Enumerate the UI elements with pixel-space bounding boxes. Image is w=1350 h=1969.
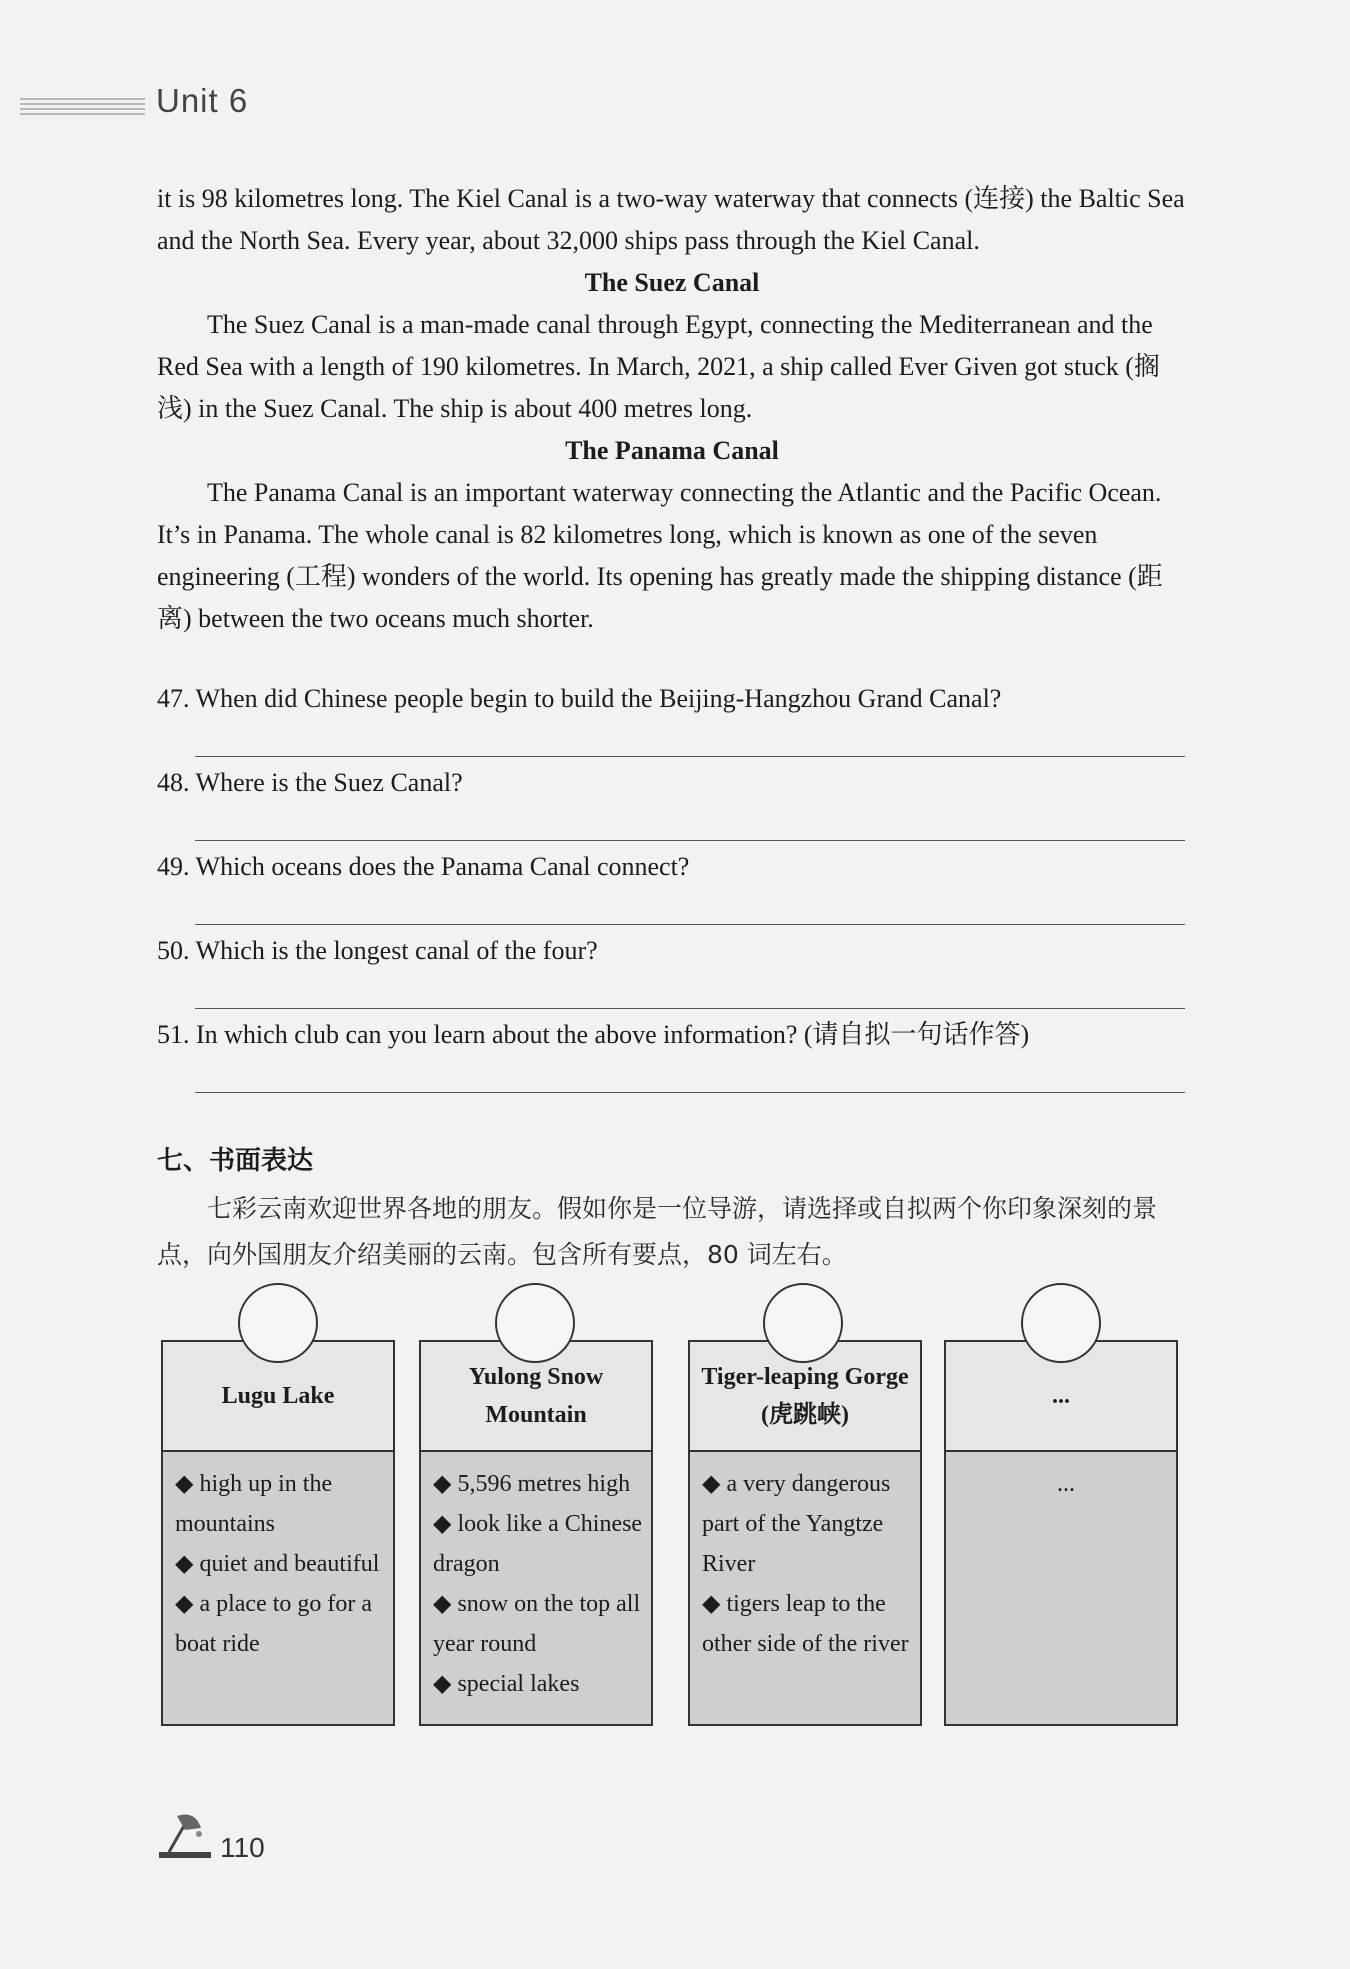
attraction-card-yulong: [419, 1340, 653, 1726]
reading-passage: [157, 178, 1187, 640]
card-point: ◆ snow on the top all year round: [433, 1591, 641, 1657]
card-title: Lugu Lake: [163, 1342, 393, 1452]
card-points: [433, 1464, 649, 1704]
attraction-card-tiger-leaping: [688, 1340, 922, 1726]
card-title: ...: [946, 1342, 1176, 1452]
card-points: [175, 1464, 391, 1664]
passage-paragraph-panama: The Panama Canal is an important waterway connecting the Atlantic and the Pacific Ocean. It’s in Panama. The whole canal is 82 kilometres long, which is known as one of the seven engineering (工程) wonders of the world. Its opening has greatly made the shipping distance (距离) between the two oceans much shorter.: [157, 478, 1163, 633]
card-points: [702, 1464, 918, 1664]
card-circle: [238, 1283, 318, 1363]
card-circle: [495, 1283, 575, 1363]
heading-suez: The Suez Canal: [584, 268, 760, 297]
card-point: ◆ high up in the mountains: [175, 1471, 333, 1537]
card-point: ◆ a very dangerous part of the Yangtze River: [702, 1471, 891, 1577]
card-point: ◆ special lakes: [433, 1671, 580, 1697]
section-title-writing: 七、书面表达: [157, 1146, 314, 1176]
answer-line-51[interactable]: [195, 1092, 1185, 1093]
answer-line-48[interactable]: [195, 840, 1185, 841]
card-point: ◆ quiet and beautiful: [175, 1551, 380, 1577]
card-title: Yulong Snow Mountain: [421, 1342, 651, 1452]
question-51: 51. In which club can you learn about the above information? (请自拟一句话作答): [157, 1020, 1030, 1049]
page-number: 110: [220, 1832, 265, 1863]
question-47: 47. When did Chinese people begin to build the Beijing-Hangzhou Grand Canal?: [157, 684, 1002, 713]
answer-line-49[interactable]: [195, 924, 1185, 925]
answer-line-50[interactable]: [195, 1008, 1185, 1009]
card-circle: [1021, 1283, 1101, 1363]
page-header: [20, 82, 420, 132]
card-point: ◆ look like a Chinese dragon: [433, 1511, 643, 1577]
question-49: 49. Which oceans does the Panama Canal connect?: [157, 852, 690, 881]
instructions-text: 七彩云南欢迎世界各地的朋友。假如你是一位导游，请选择或自拟两个你印象深刻的景点，向外国朋友介绍美丽的云南。包含所有要点，80 词左右。: [157, 1194, 1158, 1269]
attraction-card-lugu-lake: [161, 1340, 395, 1726]
passage-paragraph-kiel: it is 98 kilometres long. The Kiel Canal is a two-way waterway that connects (连接) the Baltic Sea and the North Sea. Every year, about 32,000 ships pass through the Kiel Canal.: [157, 184, 1185, 255]
card-points: [958, 1464, 1174, 1504]
writing-instructions: [157, 1186, 1187, 1278]
heading-panama: The Panama Canal: [565, 436, 779, 465]
card-circle: [763, 1283, 843, 1363]
card-point: ◆ tigers leap to the other side of the river: [702, 1591, 909, 1657]
card-point: ◆ 5,596 metres high: [433, 1471, 631, 1497]
card-point: ◆ a place to go for a boat ride: [175, 1591, 373, 1657]
answer-line-47[interactable]: [195, 756, 1185, 757]
unit-title: Unit 6: [156, 82, 249, 119]
question-48: 48. Where is the Suez Canal?: [157, 768, 463, 797]
passage-paragraph-suez: The Suez Canal is a man-made canal through Egypt, connecting the Mediterranean and the Red Sea with a length of 190 kilometres. In March, 2021, a ship called Ever Given got stuck (搁浅) in the Suez Canal. The ship is about 400 metres long.: [157, 310, 1160, 423]
header-decoration: [20, 98, 145, 120]
card-point: ...: [1057, 1471, 1075, 1497]
lamp-icon: [155, 1810, 215, 1860]
attraction-card-custom: [944, 1340, 1178, 1726]
card-title: Tiger-leaping Gorge (虎跳峡): [690, 1342, 920, 1452]
question-50: 50. Which is the longest canal of the four?: [157, 936, 598, 965]
